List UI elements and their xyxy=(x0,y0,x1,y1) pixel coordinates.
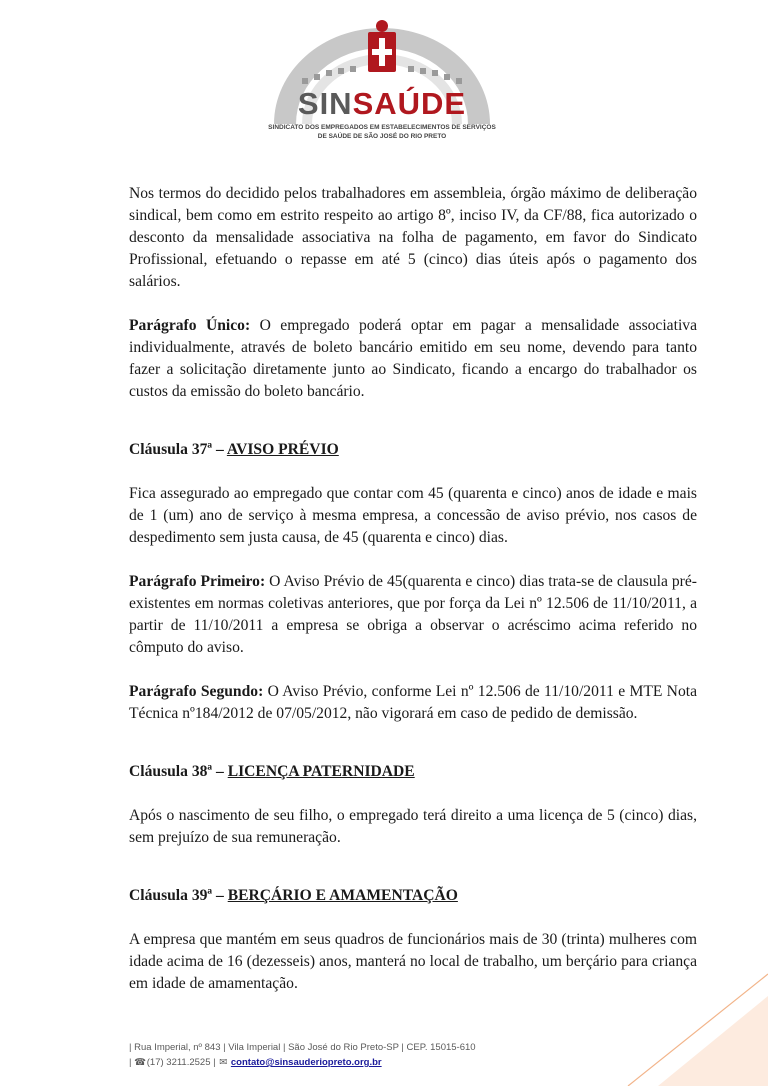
clause-37-p1-label: Parágrafo Primeiro: xyxy=(129,573,266,590)
clause-37-p2-text: O Aviso Prévio, conforme Lei nº 12.506 de 11/10/2011 e MTE Nota Técnica nº184/2012 de 07/05/2012, não vigorará em caso de pedido de demissão. xyxy=(129,683,697,722)
logo-subtitle-line2: DE SAÚDE DE SÃO JOSÉ DO RIO PRETO xyxy=(317,133,447,140)
clause-38-body: Após o nascimento de seu filho, o empregado terá direito a uma licença de 5 (cinco) dias, sem prejuízo de sua remuneração. xyxy=(129,807,697,846)
clause-37-heading xyxy=(129,439,697,461)
envelope-icon: ✉ xyxy=(219,1057,228,1068)
sinsaude-logo xyxy=(262,14,502,146)
clause-38-title: LICENÇA PATERNIDADE xyxy=(227,763,415,780)
footer-address: | Rua Imperial, nº 843 | Vila Imperial | São José do Rio Preto-SP | CEP. 15015-610 xyxy=(129,1042,476,1053)
footer-phone: (17) 3211.2525 xyxy=(146,1057,211,1068)
logo-wordmark-saude: SAÚDE xyxy=(352,86,467,121)
paragrafo-unico-label: Parágrafo Único: xyxy=(129,317,251,334)
clause-38-prefix: Cláusula 38ª – xyxy=(129,763,228,780)
clause-37-body: Fica assegurado ao empregado que contar com 45 (quarenta e cinco) anos de idade e mais de 1 (um) ano de serviço à mesma empresa, a concessão de aviso prévio, nos casos de despedimento sem justa causa, de 45 (quarenta e cinco) dias. xyxy=(129,485,697,546)
clause-38-heading xyxy=(129,761,697,783)
clause-39-prefix: Cláusula 39ª – xyxy=(129,887,228,904)
intro-paragraph: Nos termos do decidido pelos trabalhadores em assembleia, órgão máximo de deliberação sindical, bem como em estrito respeito ao artigo 8º, inciso IV, da CF/88, fica autorizado o desconto da mensalidade associativa na folha de pagamento, em favor do Sindicato Profissional, efetuando o repasse em até 5 (cinco) dias úteis após o pagamento dos salários. xyxy=(129,185,697,290)
clause-37-p2-label: Parágrafo Segundo: xyxy=(129,683,264,700)
corner-decoration xyxy=(568,966,768,1086)
clause-37-p1-text: O Aviso Prévio de 45(quarenta e cinco) dias trata-se de clausula pré-existentes em normas coletivas anteriores, que por força da Lei nº 12.506 de 11/10/2011, a partir de 11/10/2011 a empresa se obriga a observar o acréscimo acima referido no cômputo do aviso. xyxy=(129,573,697,656)
clause-37-title: AVISO PRÉVIO xyxy=(226,441,339,458)
logo-subtitle-line1: SINDICATO DOS EMPREGADOS EM ESTABELECIMENTOS DE SERVIÇOS xyxy=(268,124,496,131)
clause-39-title: BERÇÁRIO E AMAMENTAÇÃO xyxy=(227,887,458,904)
logo-wordmark-sin: SIN xyxy=(297,86,353,121)
clause-37-prefix: Cláusula 37ª – xyxy=(129,441,227,458)
phone-icon: ☎ xyxy=(134,1057,146,1068)
document-body xyxy=(129,183,697,995)
paragrafo-unico xyxy=(129,315,697,403)
footer-email-link[interactable]: contato@sinsauderiopreto.org.br xyxy=(230,1057,382,1068)
page-footer xyxy=(129,1040,476,1070)
logo-wordmark xyxy=(262,86,502,122)
clause-37-paragrafo-primeiro xyxy=(129,571,697,659)
footer-contact-line: | ☎ (17) 3211.2525 | ✉ contato@sinsauderiopreto.org.br xyxy=(129,1057,382,1068)
clause-39-heading xyxy=(129,885,697,907)
paragrafo-unico-text: O empregado poderá optar em pagar a mensalidade associativa individualmente, através de boleto bancário emitido em seu nome, devendo para tanto fazer a solicitação diretamente junto ao Sindicato, ficando a encargo do trabalhador os custos da emissão do boleto bancário. xyxy=(129,317,697,400)
clause-37-paragrafo-segundo xyxy=(129,681,697,725)
clause-39-body: A empresa que mantém em seus quadros de funcionários mais de 30 (trinta) mulheres com idade acima de 16 (dezesseis) anos, manterá no local de trabalho, um berçário para criança em idade de amamentação. xyxy=(129,931,697,992)
